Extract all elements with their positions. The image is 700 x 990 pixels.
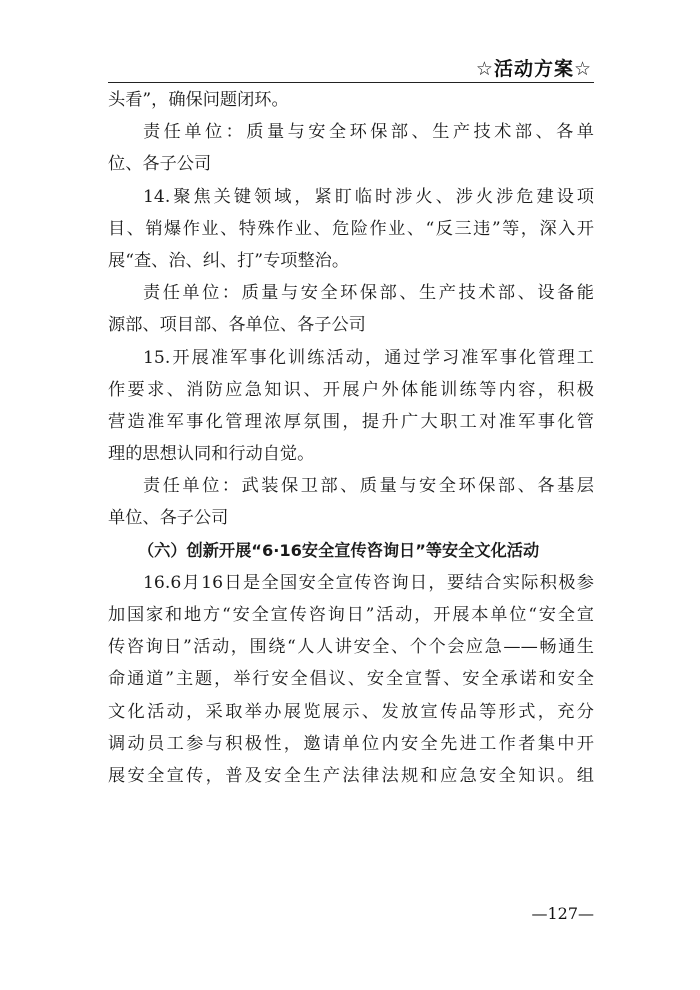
header-title: ☆活动方案☆: [475, 58, 592, 80]
text-line: 14.聚焦关键领域，紧盯临时涉火、涉火涉危建设项: [143, 186, 594, 207]
text-line: 目、销爆作业、特殊作业、危险作业、“反三违”等，深入开: [108, 218, 594, 239]
text-line: 理的思想认同和行动自觉。: [108, 444, 315, 465]
text-line: 加国家和地方“安全宣传咨询日”活动，开展本单位“安全宣: [108, 605, 594, 625]
text-line: 调动员工参与积极性，邀请单位内安全先进工作者集中开: [108, 733, 594, 754]
text-line: 作要求、消防应急知识、开展户外体能训练等内容，积极: [108, 379, 594, 400]
text-line: 位、各子公司: [108, 154, 212, 175]
text-line: 头看”，确保问题闭环。: [108, 90, 289, 110]
text-line: 单位、各子公司: [108, 508, 229, 529]
section-heading: （六）创新开展“6·16安全宣传咨询日”等安全文化活动: [138, 540, 540, 560]
text-line: 营造准军事化管理浓厚氛围，提升广大职工对准军事化管: [108, 411, 594, 432]
text-line: 展“查、治、纠、打”专项整治。: [108, 250, 350, 271]
text-line: 命通道”主题，举行安全倡议、安全宣誓、安全承诺和安全: [108, 669, 594, 690]
page-number: —127—: [531, 904, 594, 923]
text-line: 文化活动，采取举办展览展示、发放宣传品等形式，充分: [108, 701, 594, 722]
document-body: [108, 84, 594, 792]
text-line: 责任单位：质量与安全环保部、生产技术部、各单: [143, 122, 594, 143]
text-line: 责任单位：质量与安全环保部、生产技术部、设备能: [143, 283, 594, 304]
text-line: 15.开展准军事化训练活动，通过学习准军事化管理工: [143, 347, 594, 368]
page-header: [108, 52, 594, 83]
text-line: 责任单位：武装保卫部、质量与安全环保部、各基层: [143, 476, 594, 497]
text-line: 展安全宣传，普及安全生产法律法规和应急安全知识。组: [108, 765, 594, 786]
text-line: 源部、项目部、各单位、各子公司: [108, 315, 366, 336]
text-line: 16.6月16日是全国安全宣传咨询日，要结合实际积极参: [143, 572, 594, 593]
text-line: 传咨询日”活动，围绕“人人讲安全、个个会应急——畅通生: [108, 637, 594, 658]
